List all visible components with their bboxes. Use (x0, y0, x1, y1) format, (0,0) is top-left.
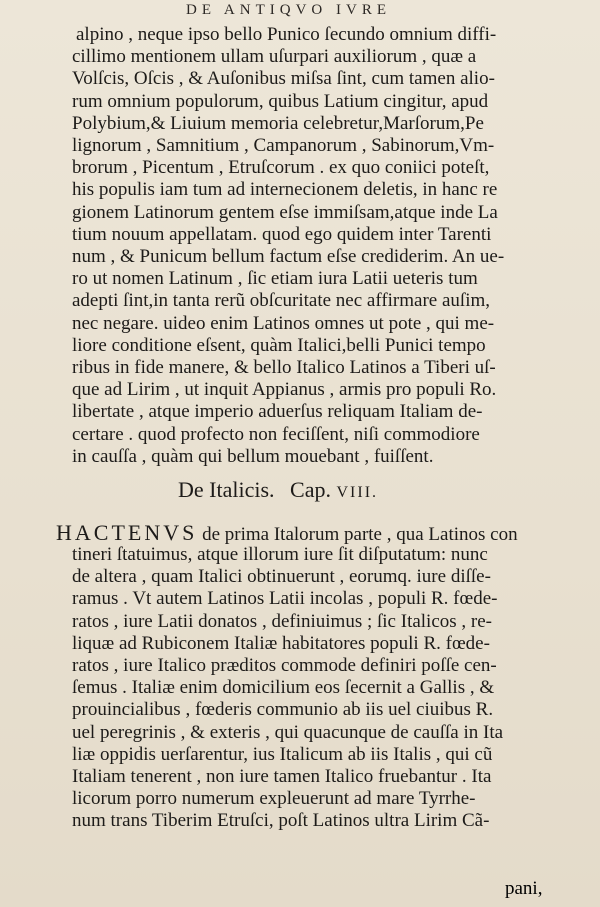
text-line: ribus in fide manere, & bello Italico Latinos a Tiberi uſ- (72, 357, 496, 378)
initial-word: HACTENVS (56, 520, 198, 545)
text-line: ro ut nomen Latinum , ſic etiam iura Latii ueteris tum (72, 268, 478, 290)
text-line: brorum , Picentum , Etruſcorum . ex quo coniici poteſt, (72, 157, 490, 179)
text-line: his populis iam tum ad internecionem deletis, in hanc re (72, 179, 498, 201)
text-line: prouincialibus , fœderis communio ab iis uel ciuibus R. (72, 699, 494, 721)
text-line: nec negare. uideo enim Latinos omnes ut pote , qui me- (72, 312, 495, 334)
text-line: uel peregrinis , & exteris , qui quacunque de cauſſa in Ita (72, 721, 504, 743)
text-line: de altera , quam Italici obtinuerunt , eorumq. iure diſſe- (72, 566, 491, 588)
text-line: libertate , atque imperio aduerſus reliquam Italiam de- (72, 401, 483, 423)
text-line: certare . quod profecto non feciſſent, niſi commodiore (72, 423, 480, 445)
text-line: Polybium,& Liuium memoria celebretur,Marſorum,Pe (72, 112, 484, 134)
text-line: ratos , iure Latii donatos , definiuimus ; ſic Italicos , re- (72, 610, 493, 632)
running-head: DE ANTIQVO IVRE (186, 2, 391, 18)
text-line: ſemus . Italiæ enim domicilium eos ſecernit a Gallis , & (72, 677, 495, 699)
text-line: ratos , iure Italico præditos commode definiri poſſe cen- (72, 655, 497, 676)
first-line-rest: de prima Italorum parte , qua Latinos con (197, 524, 518, 545)
chapter-title: De Italicis. (178, 477, 275, 502)
text-line: Volſcis, Oſcis , & Auſonibus miſsa ſint, cum tamen alio- (72, 68, 495, 90)
text-line: gionem Latinorum gentem eſse immiſsam,atque inde La (72, 201, 498, 223)
text-line: tineri ſtatuimus, atque illorum iure ſit diſputatum: nunc (72, 544, 488, 565)
text-line: tium nouum appellatam. quod ego quidem inter Tarenti (72, 223, 492, 245)
text-line: liore conditione eſsent, quàm Italici,belli Punici tempo (72, 334, 486, 356)
chapter-label: Cap. (290, 477, 331, 502)
text-line: lignorum , Samnitium , Campanorum , Sabinorum,Vm- (72, 135, 495, 156)
text-line: Italiam tenerent , non iure tamen Italico fruebantur . Ita (72, 766, 492, 787)
text-line: num , & Punicum bellum factum eſse crediderim. An ue- (72, 246, 505, 267)
text-line: alpino , neque ipso bello Punico ſecundo omnium diffi- (76, 24, 497, 45)
text-line: adepti ſint,in tanta rerũ obſcuritate nec affirmare auſim, (72, 290, 490, 312)
chapter-number: VIII. (336, 484, 379, 501)
text-line: num trans Tiberim Etruſci, poſt Latinos ultra Lirim Cã- (72, 810, 490, 832)
text-line: liæ oppidis uerſarentur, ius Italicum ab iis Italis , qui cũ (72, 743, 493, 765)
catchword: pani, (505, 878, 543, 899)
text-line: licorum porro numerum expleuerunt ad mare Tyrrhe- (72, 788, 476, 810)
text-line: in cauſſa , quàm qui bellum mouebant , fuiſſent. (72, 445, 434, 467)
text-line: liquæ ad Rubiconem Italiæ habitatores populi R. fœde- (72, 632, 490, 654)
text-line: que ad Lirim , ut inquit Appianus , armis pro populi Ro. (72, 379, 497, 401)
chapter-heading (178, 477, 378, 503)
text-line: rum omnium populorum, quibus Latium cingitur, apud (72, 90, 489, 112)
text-line: ramus . Vt autem Latinos Latii incolas , populi R. fœde- (72, 588, 498, 610)
paragraph-2-first-line (56, 520, 518, 545)
text-line: cillimo mentionem ullam uſurpari auxiliorum , quæ a (72, 46, 477, 68)
